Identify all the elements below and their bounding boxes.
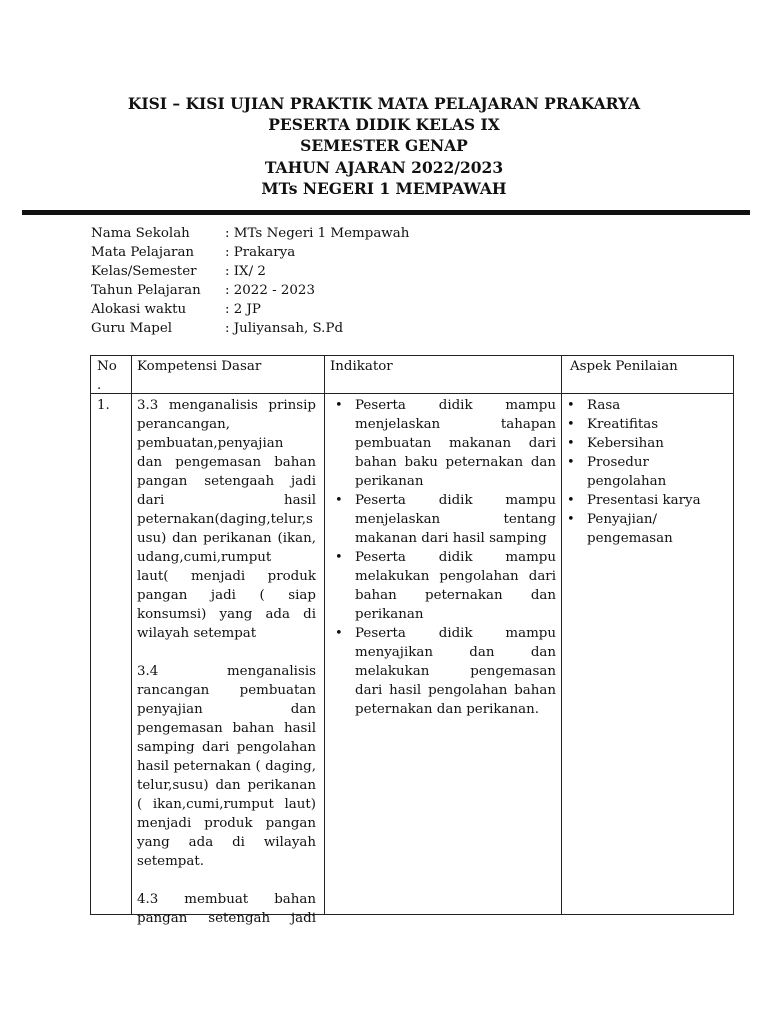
header-rule	[22, 210, 750, 215]
kd-line: konsumsi) yang ada di	[137, 607, 316, 622]
aspek-line: • Rasa	[587, 398, 621, 413]
kd-line: peternakan(daging,telur,s	[137, 512, 313, 527]
indikator-line: perikanan	[355, 607, 424, 622]
kd-line: pembuatan,penyajian	[137, 436, 284, 451]
column-divider	[561, 356, 562, 914]
column-divider	[324, 356, 325, 914]
identity-block	[91, 224, 409, 338]
header-divider	[91, 393, 733, 394]
indikator-line: melakukan pengemasan	[355, 664, 556, 679]
info-label: Kelas/Semester	[91, 264, 197, 279]
indikator-item	[331, 396, 556, 491]
aspek-item	[563, 453, 723, 491]
kd-line: samping dari pengolahan	[137, 740, 316, 755]
aspek-line: • Penyajian/	[587, 512, 658, 527]
info-label: Tahun Pelajaran	[91, 283, 201, 298]
indikator-line: bahan baku peternakan dan	[355, 455, 556, 470]
kd-line: pangan setengah jadi	[137, 911, 316, 926]
info-label: Alokasi waktu	[91, 302, 187, 317]
kd-paragraph	[137, 396, 316, 643]
indikator-item	[331, 624, 556, 719]
paragraph-gap	[137, 643, 316, 662]
info-label: Guru Mapel	[91, 321, 173, 336]
indikator-line: melakukan pengolahan dari	[355, 569, 556, 584]
indikator-line: menjelaskan tentang	[355, 512, 556, 527]
header-kompetensi-dasar: Kompetensi Dasar	[137, 359, 262, 374]
aspek-line: • Prosedur	[587, 455, 649, 470]
kd-line: pengemasan bahan hasil	[137, 721, 316, 736]
indikator-line: menyajikan dan dan	[355, 645, 556, 660]
kd-paragraph	[137, 662, 316, 871]
indikator-cell	[331, 396, 556, 719]
info-label: Mata Pelajaran	[91, 245, 195, 260]
header-aspek-penilaian: Aspek Penilaian	[570, 359, 678, 374]
header-indikator: Indikator	[330, 359, 393, 374]
paragraph-gap	[137, 871, 316, 890]
indikator-line: makanan dari hasil samping	[355, 531, 547, 546]
kd-line: pangan setengaah jadi	[137, 474, 316, 489]
info-value: : 2022 - 2023	[225, 283, 315, 298]
kd-line: setempat.	[137, 854, 204, 869]
kd-line: 3.3 menganalisis prinsip	[137, 398, 316, 413]
indikator-line: • Peserta didik mampu	[355, 550, 556, 565]
info-row	[91, 300, 409, 319]
kd-line: 3.4 menganalisis	[137, 664, 316, 679]
info-value: : Prakarya	[225, 245, 296, 260]
title-line: SEMESTER GENAP	[300, 136, 468, 156]
aspek-line: • Kebersihan	[587, 436, 664, 451]
indikator-item	[331, 548, 556, 624]
indikator-line: perikanan	[355, 474, 424, 489]
aspek-item	[563, 491, 723, 510]
kd-line: ( ikan,cumi,rumput laut)	[137, 797, 316, 812]
indikator-line: pembuatan makanan dari	[355, 436, 556, 451]
aspek-line: pengemasan	[587, 531, 673, 546]
kd-line: dan pengemasan bahan	[137, 455, 316, 470]
info-row	[91, 281, 409, 300]
kd-line: perancangan,	[137, 417, 231, 432]
kd-line: hasil peternakan ( daging,	[137, 759, 316, 774]
indikator-line: peternakan dan perikanan.	[355, 702, 539, 717]
indikator-item	[331, 491, 556, 548]
kd-line: dari hasil	[137, 493, 316, 508]
aspek-item	[563, 415, 723, 434]
kd-line: laut( menjadi produk	[137, 569, 316, 584]
title-line: KISI – KISI UJIAN PRAKTIK MATA PELAJARAN PRAKARYA	[127, 94, 641, 113]
title-line: PESERTA DIDIK KELAS IX	[268, 115, 500, 135]
indikator-line: • Peserta didik mampu	[355, 398, 556, 413]
indikator-line: bahan peternakan dan	[355, 588, 556, 603]
info-row	[91, 319, 409, 338]
kd-line: usu) dan perikanan (ikan,	[137, 531, 316, 546]
kd-line: wilayah setempat	[137, 626, 257, 641]
column-divider	[131, 356, 132, 914]
kd-line: 4.3 membuat bahan	[137, 892, 316, 907]
kd-line: menjadi produk pangan	[137, 816, 316, 831]
header-no: No .	[97, 359, 117, 393]
aspek-item	[563, 396, 723, 415]
kd-line: rancangan pembuatan	[137, 683, 316, 698]
kisi-table	[90, 355, 734, 926]
aspek-penilaian-cell	[563, 396, 723, 548]
aspek-line: • Presentasi karya	[587, 493, 701, 508]
kd-paragraph	[137, 890, 316, 928]
info-row	[91, 262, 409, 281]
row-number: 1.	[97, 398, 110, 413]
indikator-list	[331, 396, 556, 719]
indikator-line: dari hasil pengolahan bahan	[355, 683, 556, 698]
indikator-line: • Peserta didik mampu	[355, 493, 556, 508]
document-title	[0, 93, 768, 199]
aspek-line: pengolahan	[587, 474, 667, 489]
kompetensi-dasar-cell	[137, 396, 316, 928]
aspek-list	[563, 396, 723, 548]
info-value: : Juliyansah, S.Pd	[225, 321, 344, 336]
indikator-line: menjelaskan tahapan	[355, 417, 556, 432]
info-value: : MTs Negeri 1 Mempawah	[225, 226, 410, 241]
indikator-line: • Peserta didik mampu	[355, 626, 556, 641]
kd-line: pangan jadi ( siap	[137, 588, 316, 603]
kd-line: udang,cumi,rumput	[137, 550, 272, 565]
title-line: TAHUN AJARAN 2022/2023	[264, 157, 504, 177]
info-row	[91, 243, 409, 262]
aspek-item	[563, 510, 723, 548]
kd-line: telur,susu) dan perikanan	[137, 778, 316, 793]
title-line: MTs NEGERI 1 MEMPAWAH	[261, 178, 507, 198]
aspek-line: • Kreatifitas	[587, 417, 659, 432]
info-label: Nama Sekolah	[91, 226, 190, 241]
info-value: : 2 JP	[225, 302, 261, 317]
aspek-item	[563, 434, 723, 453]
info-row	[91, 224, 409, 243]
info-value: : IX/ 2	[225, 264, 266, 279]
kd-line: penyajian dan	[137, 702, 316, 717]
kd-line: yang ada di wilayah	[137, 835, 316, 850]
